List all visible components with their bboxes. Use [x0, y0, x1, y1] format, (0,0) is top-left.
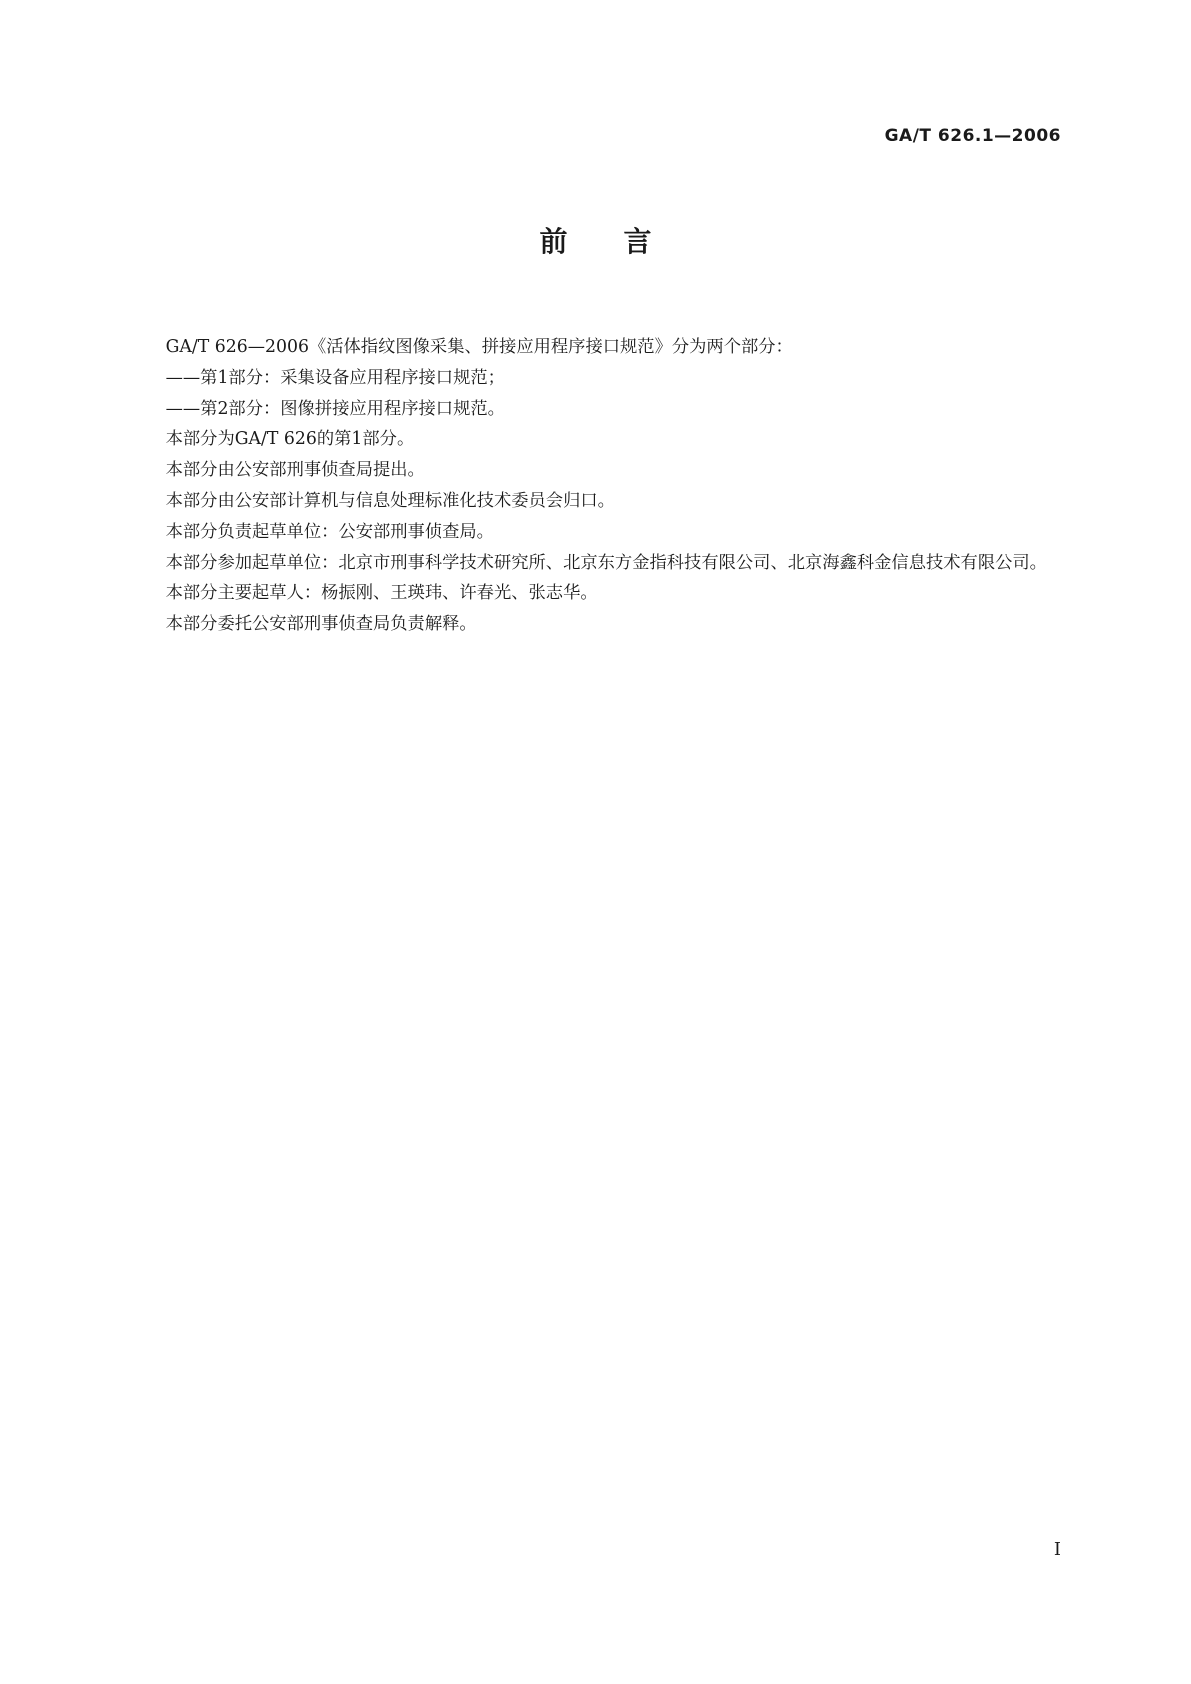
- paragraph-part-1: ——第1部分：采集设备应用程序接口规范；: [165, 367, 505, 388]
- paragraph-part-2: ——第2部分：图像拼接应用程序接口规范。: [165, 398, 505, 419]
- foreword-body: [131, 332, 1064, 640]
- paragraph-scope: 本部分为GA/T 626的第1部分。: [165, 429, 415, 450]
- paragraph-participating-units: 本部分参加起草单位：北京市刑事科学技术研究所、北京东方金指科技有限公司、北京海鑫科金信息技术有限公司。: [165, 552, 1047, 573]
- paragraph-drafting-unit: 本部分负责起草单位：公安部刑事侦查局。: [165, 521, 494, 542]
- paragraph-drafters: 本部分主要起草人：杨振刚、王瑛玮、许春光、张志华。: [165, 583, 598, 604]
- paragraph-committee: 本部分由公安部计算机与信息处理标准化技术委员会归口。: [165, 490, 615, 511]
- page-number: I: [1053, 1539, 1061, 1560]
- document-code: GA/T 626.1—2006: [884, 126, 1061, 146]
- paragraph-proposer: 本部分由公安部刑事侦查局提出。: [165, 460, 425, 481]
- paragraph-intro: GA/T 626—2006《活体指纹图像采集、拼接应用程序接口规范》分为两个部分：: [165, 337, 793, 357]
- page-title: 前言: [539, 225, 708, 258]
- paragraph-interpretation: 本部分委托公安部刑事侦查局负责解释。: [165, 614, 477, 635]
